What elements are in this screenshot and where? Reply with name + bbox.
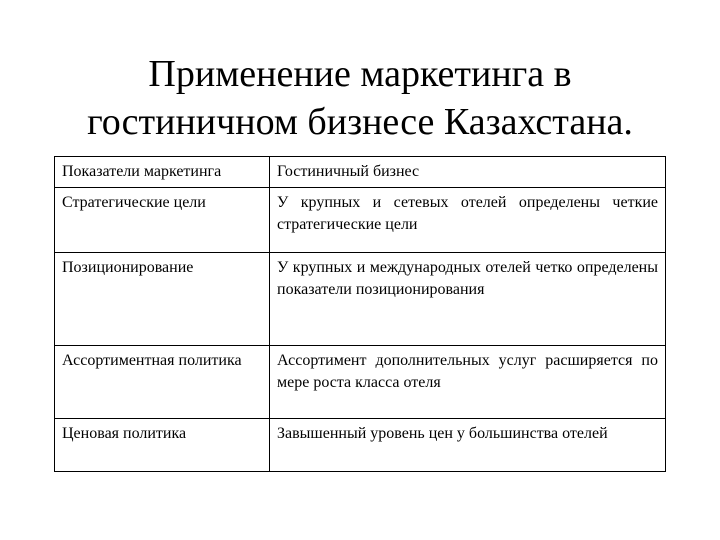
header-cell-hotel-business: Гостиничный бизнес xyxy=(270,157,666,188)
row-value-cell: У крупных и международных отелей четко определены показатели позиционирования xyxy=(270,253,666,346)
row-label-cell: Позиционирование xyxy=(55,253,270,346)
table-header-row xyxy=(55,157,666,188)
table-row xyxy=(55,253,666,346)
slide-title-line-1: Применение маркетинга в xyxy=(148,53,572,95)
table-row xyxy=(55,419,666,472)
table-row xyxy=(55,346,666,419)
header-cell-indicators: Показатели маркетинга xyxy=(55,157,270,188)
table-row xyxy=(55,188,666,253)
slide-title-line-2: гостиничном бизнесе Казахстана. xyxy=(87,101,633,143)
slide-title xyxy=(20,50,700,146)
row-label-cell: Стратегические цели xyxy=(55,188,270,253)
row-value-cell: Ассортимент дополнительных услуг расширяется по мере роста класса отеля xyxy=(270,346,666,419)
row-value-cell: У крупных и сетевых отелей определены четкие стратегические цели xyxy=(270,188,666,253)
row-value-cell: Завышенный уровень цен у большинства отелей xyxy=(270,419,666,472)
marketing-table xyxy=(54,156,666,472)
row-label-cell: Ценовая политика xyxy=(55,419,270,472)
row-label-cell: Ассортиментная политика xyxy=(55,346,270,419)
